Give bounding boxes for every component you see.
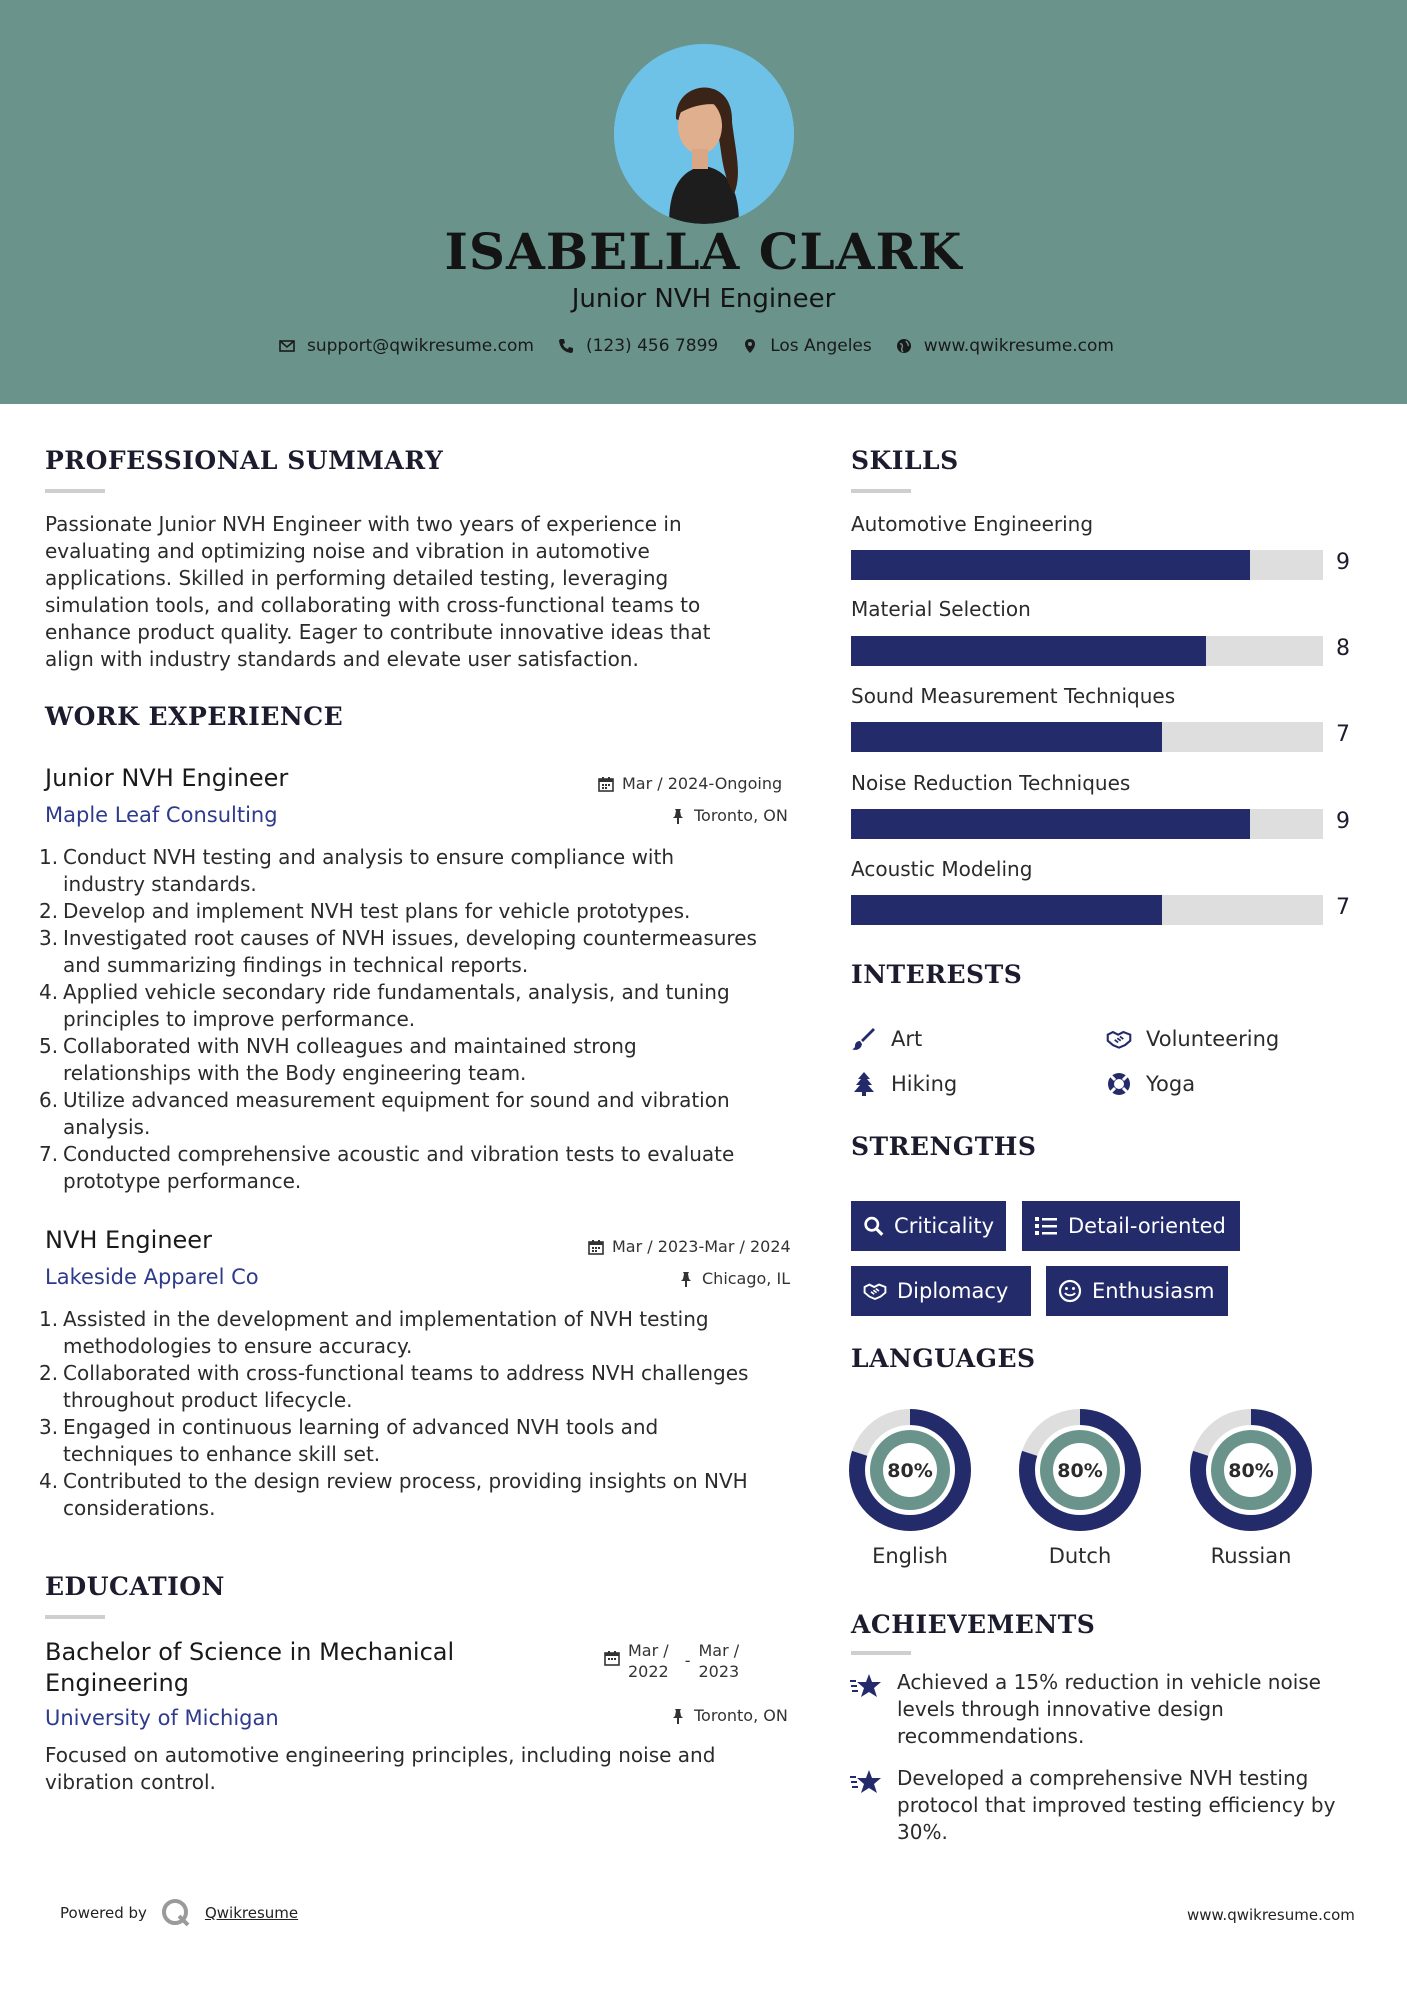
- interests-heading: INTERESTS: [851, 960, 1023, 989]
- language-name: Russian: [1210, 1544, 1292, 1568]
- degree-title: [45, 1637, 454, 1699]
- list-item: [39, 1141, 815, 1195]
- list-icon: [1034, 1214, 1058, 1238]
- footer-powered-by: [60, 1898, 298, 1928]
- degree-line: Engineering: [45, 1669, 189, 1697]
- summary-line: Passionate Junior NVH Engineer with two years of experience in: [45, 512, 682, 536]
- education-end-year: 2023: [698, 1662, 740, 1681]
- achievements-heading-underline: [851, 1651, 911, 1655]
- list-line: techniques to enhance skill set.: [63, 1442, 381, 1466]
- achievement-text: [897, 1765, 1335, 1846]
- list-item: [39, 1360, 815, 1414]
- list-line: Develop and implement NVH test plans for vehicle prototypes.: [63, 899, 691, 923]
- achievement-line: 30%.: [897, 1820, 948, 1844]
- skill-bar: [851, 722, 1323, 752]
- list-line: Investigated root causes of NVH issues, developing countermeasures: [63, 926, 757, 950]
- list-line: Collaborated with cross-functional teams to address NVH challenges: [63, 1361, 749, 1385]
- footer-website-link[interactable]: www.qwikresume.com: [1187, 1906, 1355, 1924]
- job-date-text: Mar / 2024-Ongoing: [622, 774, 783, 793]
- list-number: 1.: [39, 1307, 59, 1331]
- list-line: Utilize advanced measurement equipment for sound and vibration: [63, 1088, 730, 1112]
- list-line: prototype performance.: [63, 1169, 302, 1193]
- list-line: and summarizing findings in technical reports.: [63, 953, 529, 977]
- skill-bar-fill: [851, 895, 1162, 925]
- job-location: [678, 1269, 790, 1288]
- job-date: [588, 1237, 791, 1256]
- skill-bar: [851, 809, 1323, 839]
- list-item: [39, 1306, 815, 1360]
- location-text: Los Angeles: [770, 336, 872, 356]
- language-name: English: [872, 1544, 948, 1568]
- skill-bar-fill: [851, 722, 1162, 752]
- contact-website[interactable]: [896, 336, 1114, 356]
- skill-value: 7: [1336, 722, 1350, 747]
- list-line: Engaged in continuous learning of advanced NVH tools and: [63, 1415, 659, 1439]
- skill-label: Automotive Engineering: [851, 512, 1094, 536]
- map-marker-icon: [742, 338, 758, 354]
- list-line: Applied vehicle secondary ride fundamentals, analysis, and tuning: [63, 980, 730, 1004]
- strength-tag: [1046, 1266, 1228, 1316]
- education-heading: EDUCATION: [45, 1572, 225, 1601]
- job-location-text: Toronto, ON: [694, 806, 788, 825]
- strength-label: Enthusiasm: [1092, 1279, 1215, 1303]
- calendar-icon: [604, 1650, 620, 1666]
- skills-heading-underline: [851, 489, 911, 493]
- job-title: NVH Engineer: [45, 1226, 212, 1254]
- education-end-month: Mar /: [698, 1641, 740, 1660]
- job-duties-list: [39, 1306, 815, 1522]
- qwikresume-link[interactable]: Qwikresume: [204, 1904, 299, 1922]
- globe-icon: [896, 338, 912, 354]
- job-location: [670, 806, 788, 825]
- strength-label: Diplomacy: [897, 1279, 1009, 1303]
- powered-by-text: Powered by: [60, 1904, 147, 1922]
- interest-item: [851, 1071, 957, 1097]
- list-item: [39, 925, 815, 979]
- achievement-item: [849, 1669, 1369, 1750]
- achievement-line: Achieved a 15% reduction in vehicle noise: [897, 1670, 1321, 1694]
- skill-bar-fill: [851, 636, 1206, 666]
- skill-bar-fill: [851, 550, 1250, 580]
- skill-value: 8: [1336, 636, 1350, 661]
- education-desc-line: vibration control.: [45, 1770, 216, 1794]
- summary-text: [45, 511, 795, 673]
- summary-heading: PROFESSIONAL SUMMARY: [45, 446, 444, 475]
- skill-value: 9: [1336, 550, 1350, 575]
- language-ring: [848, 1408, 972, 1532]
- education-location-text: Toronto, ON: [694, 1706, 788, 1725]
- skill-label: Sound Measurement Techniques: [851, 684, 1176, 708]
- list-number: 3.: [39, 926, 59, 950]
- education-start-year: 2022: [628, 1662, 669, 1681]
- contact-email[interactable]: [279, 336, 534, 356]
- envelope-icon: [279, 338, 295, 354]
- language-item: [1189, 1408, 1313, 1568]
- list-line: principles to improve performance.: [63, 1007, 416, 1031]
- tree-icon: [851, 1071, 877, 1097]
- list-line: Collaborated with NVH colleagues and maintained strong: [63, 1034, 637, 1058]
- interest-label: Art: [891, 1027, 923, 1051]
- interest-item: [1106, 1026, 1279, 1052]
- achievement-line: recommendations.: [897, 1724, 1085, 1748]
- achievement-text: [897, 1669, 1321, 1750]
- list-number: 5.: [39, 1034, 59, 1058]
- smile-icon: [1058, 1279, 1082, 1303]
- list-number: 3.: [39, 1415, 59, 1439]
- education-end: [699, 1640, 740, 1682]
- skill-label: Noise Reduction Techniques: [851, 771, 1131, 795]
- phone-text: (123) 456 7899: [585, 336, 719, 356]
- pushpin-icon: [678, 1271, 694, 1287]
- list-line: throughout product lifecycle.: [63, 1388, 353, 1412]
- skills-heading: SKILLS: [851, 446, 959, 475]
- paintbrush-icon: [851, 1026, 877, 1052]
- summary-heading-underline: [45, 489, 105, 493]
- pushpin-icon: [670, 1708, 686, 1724]
- languages-heading: LANGUAGES: [851, 1344, 1036, 1373]
- handshake-icon: [1106, 1026, 1132, 1052]
- strength-label: Detail-oriented: [1068, 1214, 1226, 1238]
- language-ring: [1018, 1408, 1142, 1532]
- skill-label: Material Selection: [851, 597, 1031, 621]
- interest-item: [1106, 1071, 1195, 1097]
- header-banner: [0, 0, 1407, 404]
- education-description: [45, 1742, 815, 1796]
- language-ring: [1189, 1408, 1313, 1532]
- achievement-item: [849, 1765, 1379, 1846]
- language-percent: 80%: [887, 1460, 933, 1482]
- education-desc-line: Focused on automotive engineering principles, including noise and: [45, 1743, 716, 1767]
- list-number: 2.: [39, 1361, 59, 1385]
- candidate-title: Junior NVH Engineer: [571, 284, 836, 314]
- achievement-line: protocol that improved testing efficiency by: [897, 1793, 1336, 1817]
- skill-bar-fill: [851, 809, 1250, 839]
- strengths-heading: STRENGTHS: [851, 1132, 1037, 1161]
- interest-item: [851, 1026, 922, 1052]
- calendar-icon: [598, 776, 614, 792]
- achievement-line: levels through innovative design: [897, 1697, 1224, 1721]
- contact-bar: [0, 336, 1407, 356]
- candidate-name: ISABELLA CLARK: [444, 222, 963, 281]
- profile-photo: [614, 44, 794, 224]
- achievement-line: Developed a comprehensive NVH testing: [897, 1766, 1309, 1790]
- experience-heading: WORK EXPERIENCE: [45, 702, 344, 731]
- list-line: analysis.: [63, 1115, 151, 1139]
- summary-line: align with industry standards and elevate user satisfaction.: [45, 647, 639, 671]
- strength-tag: [851, 1266, 1031, 1316]
- summary-line: evaluating and optimizing noise and vibration in automotive: [45, 539, 650, 563]
- contact-location: [742, 336, 872, 356]
- list-item: [39, 1033, 815, 1087]
- job-location-text: Chicago, IL: [702, 1269, 791, 1288]
- interest-label: Volunteering: [1146, 1027, 1280, 1051]
- company-name: Maple Leaf Consulting: [45, 803, 278, 827]
- school-name: University of Michigan: [45, 1706, 279, 1730]
- language-item: [848, 1408, 972, 1568]
- phone-icon: [558, 338, 574, 354]
- handshake-icon: [863, 1279, 887, 1303]
- job-title: Junior NVH Engineer: [45, 764, 289, 792]
- skill-value: 9: [1336, 809, 1350, 834]
- search-icon: [863, 1214, 884, 1238]
- job-date-text: Mar / 2023-Mar / 2024: [612, 1237, 791, 1256]
- list-line: Contributed to the design review process, providing insights on NVH: [63, 1469, 748, 1493]
- degree-line: Bachelor of Science in Mechanical: [45, 1638, 455, 1666]
- skill-label: Acoustic Modeling: [851, 857, 1033, 881]
- skill-bar: [851, 895, 1323, 925]
- list-number: 7.: [39, 1142, 59, 1166]
- company-name: Lakeside Apparel Co: [45, 1265, 259, 1289]
- list-item: [39, 1087, 815, 1141]
- list-number: 2.: [39, 899, 59, 923]
- star-icon: [849, 1767, 883, 1797]
- list-line: industry standards.: [63, 872, 257, 896]
- qwikresume-logo-icon: [161, 1898, 191, 1928]
- list-number: 6.: [39, 1088, 59, 1112]
- strength-label: Criticality: [894, 1214, 994, 1238]
- skill-value: 7: [1336, 895, 1350, 920]
- list-line: Assisted in the development and implementation of NVH testing: [63, 1307, 709, 1331]
- interest-label: Hiking: [891, 1072, 958, 1096]
- email-text: support@qwikresume.com: [307, 336, 534, 356]
- calendar-icon: [588, 1239, 604, 1255]
- list-item: [39, 1414, 815, 1468]
- summary-line: enhance product quality. Eager to contribute innovative ideas that: [45, 620, 711, 644]
- job-duties-list: [39, 844, 815, 1195]
- language-percent: 80%: [1228, 1460, 1274, 1482]
- list-line: Conduct NVH testing and analysis to ensure compliance with: [63, 845, 674, 869]
- list-line: methodologies to ensure accuracy.: [63, 1334, 413, 1358]
- language-percent: 80%: [1057, 1460, 1103, 1482]
- list-number: 4.: [39, 980, 59, 1004]
- pushpin-icon: [670, 808, 686, 824]
- education-heading-underline: [45, 1615, 105, 1619]
- contact-phone[interactable]: [558, 336, 718, 356]
- website-text: www.qwikresume.com: [923, 336, 1114, 356]
- interest-label: Yoga: [1146, 1072, 1196, 1096]
- list-item: [39, 898, 815, 925]
- star-icon: [849, 1671, 883, 1701]
- language-name: Dutch: [1048, 1544, 1112, 1568]
- list-line: relationships with the Body engineering team.: [63, 1061, 527, 1085]
- list-line: considerations.: [63, 1496, 216, 1520]
- list-number: 1.: [39, 845, 59, 869]
- list-item: [39, 979, 815, 1033]
- language-item: [1018, 1408, 1142, 1568]
- skill-bar: [851, 550, 1323, 580]
- strength-tag: [851, 1201, 1006, 1251]
- strength-tag: [1022, 1201, 1240, 1251]
- skill-bar: [851, 636, 1323, 666]
- life-ring-icon: [1106, 1071, 1132, 1097]
- list-number: 4.: [39, 1469, 59, 1493]
- summary-line: simulation tools, and collaborating with cross-functional teams to: [45, 593, 701, 617]
- education-start-month: Mar /: [628, 1641, 669, 1660]
- list-line: Conducted comprehensive acoustic and vibration tests to evaluate: [63, 1142, 735, 1166]
- job-date: [598, 774, 782, 793]
- education-start: [628, 1640, 669, 1682]
- education-location: [670, 1706, 788, 1725]
- achievements-heading: ACHIEVEMENTS: [851, 1610, 1096, 1639]
- summary-line: applications. Skilled in performing detailed testing, leveraging: [45, 566, 669, 590]
- list-item: [39, 844, 815, 898]
- list-item: [39, 1468, 815, 1522]
- date-separator: -: [684, 1651, 691, 1670]
- education-dates: [604, 1640, 739, 1682]
